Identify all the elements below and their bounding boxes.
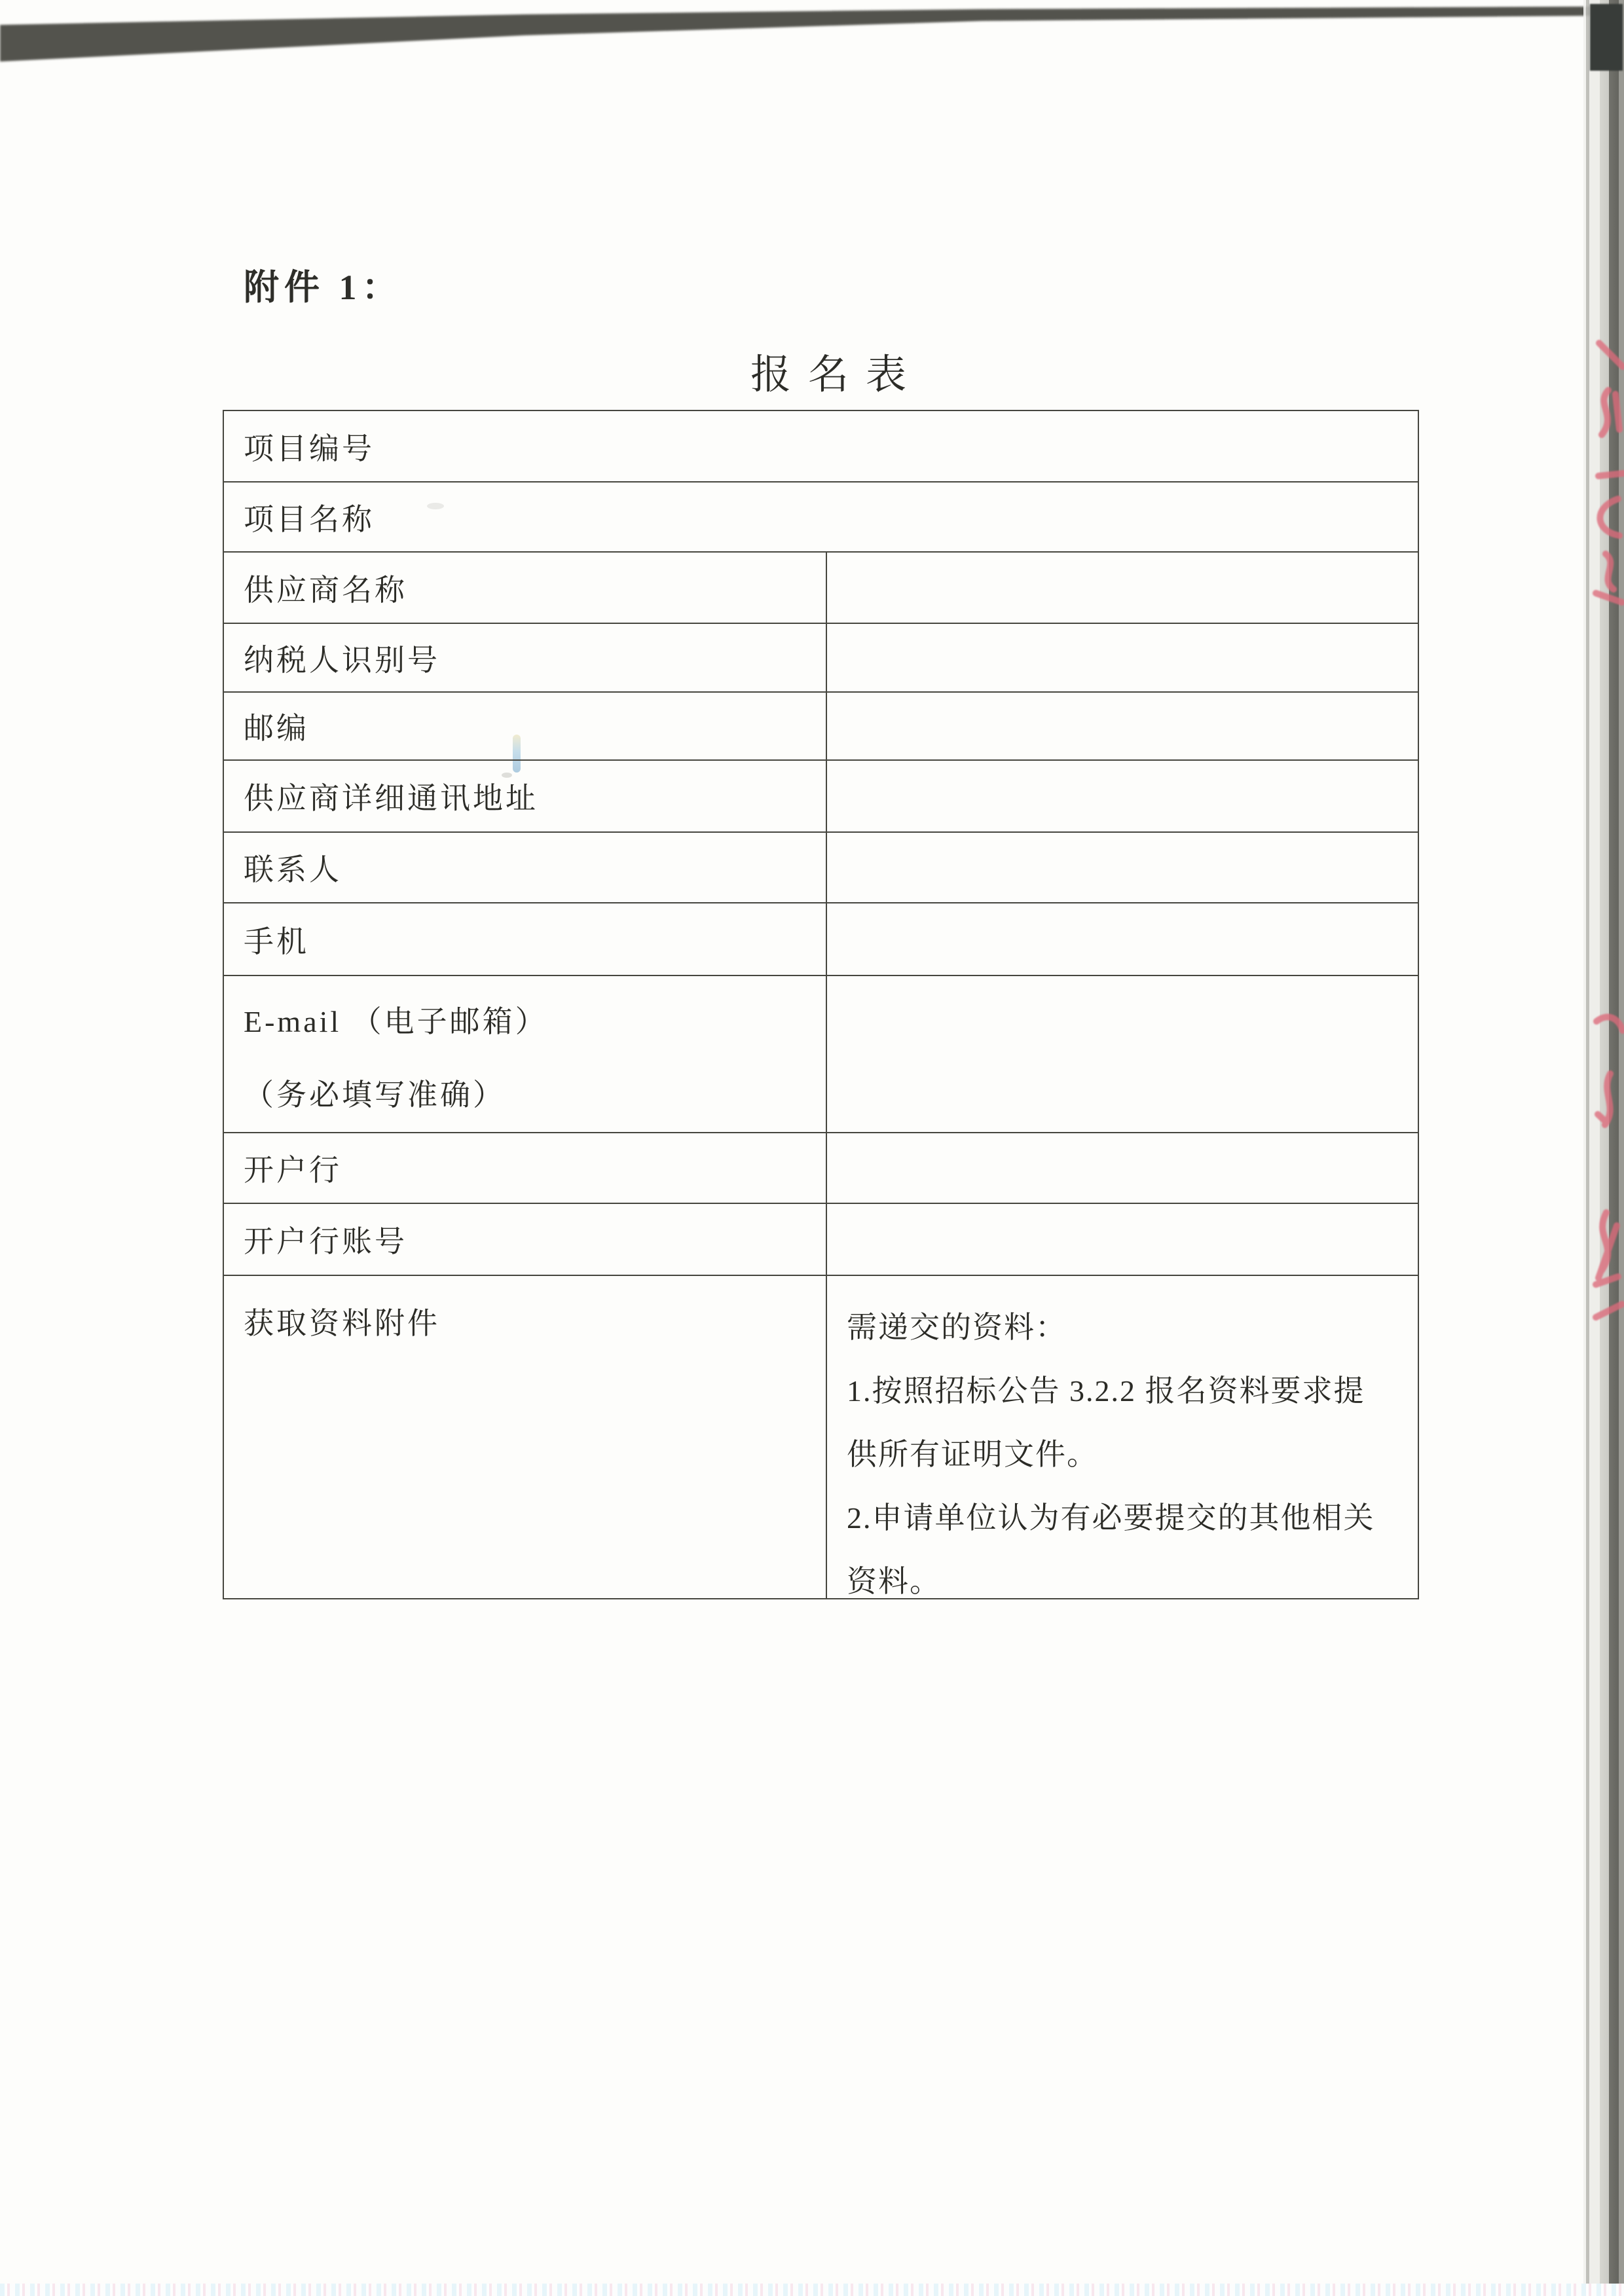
table-row-supplier-name [224, 551, 1418, 623]
table-row-project-number [224, 411, 1418, 481]
form-title: 报名表 [750, 353, 924, 397]
table-row-bank-name [224, 1132, 1418, 1203]
bottom-perforation-band [0, 2284, 1624, 2296]
table-row-contact-person [224, 831, 1418, 902]
table-row-materials-attachment [224, 1275, 1418, 1598]
row-label: 手机 [224, 903, 827, 975]
table-row-project-name [224, 481, 1418, 551]
row-label: 项目编号 [244, 431, 375, 465]
value-cell [827, 1133, 1418, 1203]
table-row-postal-code [224, 691, 1418, 759]
value-cell [827, 624, 1418, 691]
note-line: 资料。 [847, 1565, 941, 1598]
row-label: 纳税人识别号 [224, 624, 827, 691]
value-cell [827, 833, 1418, 902]
row-label: 联系人 [224, 833, 827, 902]
row-label: 供应商名称 [224, 553, 827, 623]
value-cell [827, 553, 1418, 623]
note-line: 需递交的资料： [847, 1311, 1067, 1344]
value-cell [827, 1204, 1418, 1275]
row-label: 邮编 [224, 693, 827, 759]
row-label: 获取资料附件 [224, 1276, 827, 1598]
table-row-supplier-address [224, 759, 1418, 831]
registration-form-table [223, 410, 1419, 1599]
row-label: 开户行 [224, 1133, 827, 1203]
value-cell [827, 761, 1418, 831]
note-line: 1.按照招标公告 3.2.2 报名资料要求提 [847, 1374, 1365, 1408]
attachment-heading: 附件 1： [244, 268, 403, 307]
value-cell [827, 976, 1418, 1132]
note-line: 2.申请单位认为有必要提交的其他相关 [847, 1501, 1375, 1535]
row-label: 项目名称 [244, 502, 375, 536]
value-cell [827, 693, 1418, 759]
value-cell [827, 903, 1418, 975]
table-row-mobile-phone [224, 902, 1418, 975]
row-label: 供应商详细通讯地址 [224, 761, 827, 831]
required-materials-notes [827, 1276, 1418, 1598]
table-row-taxpayer-id [224, 623, 1418, 691]
row-label [224, 976, 827, 1132]
email-label-line1: E-mail （电子邮箱） [244, 1005, 548, 1038]
table-row-email [224, 975, 1418, 1132]
scan-corner-black-mark [1590, 4, 1623, 71]
scan-right-edge-shadow [1583, 0, 1624, 2296]
row-label: 开户行账号 [224, 1204, 827, 1275]
note-line: 供所有证明文件。 [847, 1438, 1098, 1471]
scan-top-edge-shadow [0, 0, 1624, 79]
table-row-bank-account [224, 1203, 1418, 1275]
email-label-line2: （务必填写准确） [244, 1078, 506, 1112]
